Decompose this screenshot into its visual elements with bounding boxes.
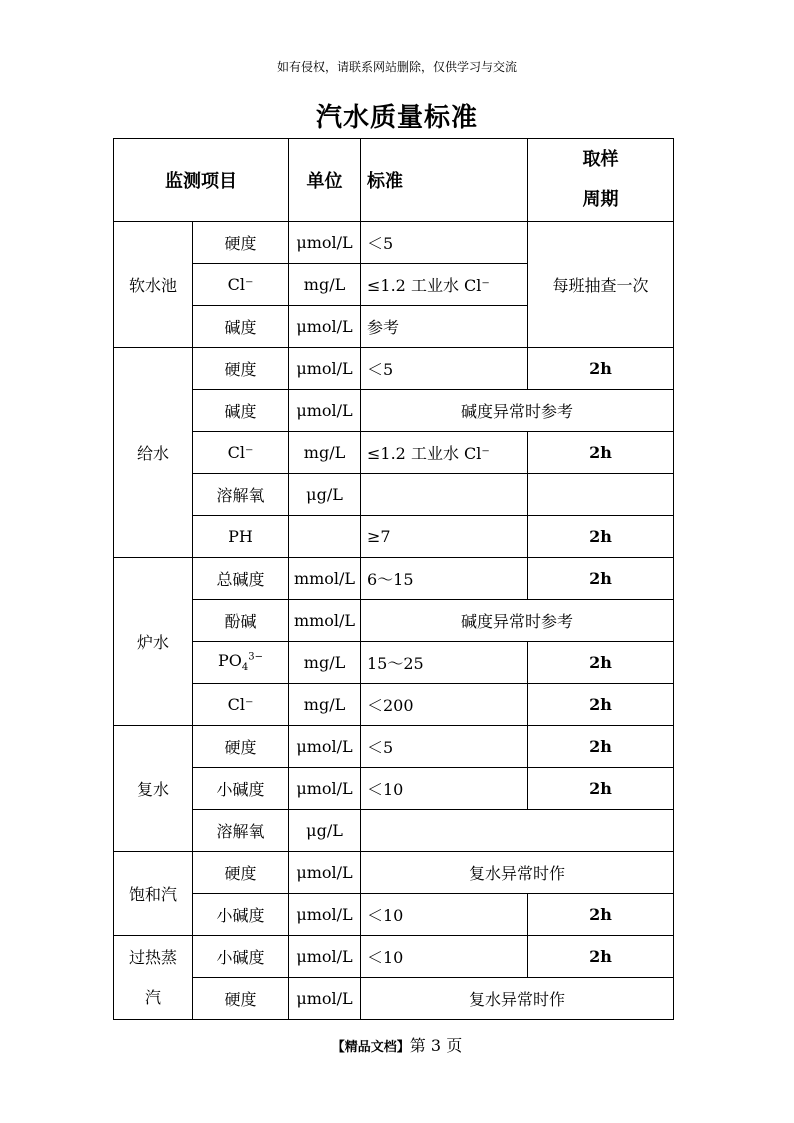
header-item: 监测项目 [114,139,289,222]
item-cell: Cl⁻ [193,264,289,306]
period-cell: 2h [528,936,674,978]
item-cell: Cl⁻ [193,432,289,474]
table-row [114,852,674,894]
item-cell: 硬度 [193,726,289,768]
table-row [114,642,674,684]
unit-cell: μmol/L [289,390,361,432]
merged-note-cell: 碱度异常时参考 [361,390,674,432]
item-cell: 硬度 [193,348,289,390]
unit-cell: μmol/L [289,978,361,1020]
standard-cell: 参考 [361,306,528,348]
table-row [114,390,674,432]
copyright-notice: 如有侵权，请联系网站删除，仅供学习与交流 [276,60,517,74]
page-suffix: 页 [446,1036,463,1055]
unit-cell: μmol/L [289,768,361,810]
period-cell: 2h [528,642,674,684]
standard-cell: ＜5 [361,222,528,264]
item-cell: 溶解氧 [193,474,289,516]
unit-cell: mg/L [289,684,361,726]
unit-cell: μmol/L [289,726,361,768]
unit-cell: mg/L [289,432,361,474]
period-cell: 每班抽查一次 [528,222,674,348]
unit-cell [289,516,361,558]
standard-cell: ＜10 [361,894,528,936]
group-label: 给水 [114,348,193,558]
item-cell: 硬度 [193,852,289,894]
header-period-line1: 取样 [582,149,619,170]
table-row [114,684,674,726]
unit-cell: μmol/L [289,306,361,348]
merged-note-cell: 碱度异常时参考 [361,600,674,642]
item-cell: 溶解氧 [193,810,289,852]
page-title: 汽水质量标准 [315,103,478,133]
standard-cell: ≥7 [361,516,528,558]
standard-cell: ＜5 [361,726,528,768]
period-cell: 2h [528,348,674,390]
item-cell: PH [193,516,289,558]
table-row [114,516,674,558]
period-cell: 2h [528,684,674,726]
standard-cell [361,474,528,516]
table-row [114,222,674,264]
unit-cell: μmol/L [289,936,361,978]
item-cell: 小碱度 [193,894,289,936]
table-row [114,558,674,600]
merged-note-cell: 复水异常时作 [361,852,674,894]
table-header-row [114,139,674,222]
page-footer [0,1033,794,1056]
item-cell: 硬度 [193,222,289,264]
period-cell: 2h [528,558,674,600]
item-cell: 碱度 [193,390,289,432]
header-period [528,139,674,222]
table-row [114,600,674,642]
table-row [114,348,674,390]
standard-cell: 6～15 [361,558,528,600]
period-cell: 2h [528,726,674,768]
page-number: 3 [430,1036,442,1055]
group-label [114,936,193,1020]
phosphate-charge: 3− [248,652,263,664]
table-row [114,726,674,768]
page-prefix: 第 [409,1036,426,1055]
table-row [114,474,674,516]
table-row [114,768,674,810]
unit-cell: mg/L [289,264,361,306]
unit-cell: μg/L [289,474,361,516]
group-label: 软水池 [114,222,193,348]
item-cell: 小碱度 [193,936,289,978]
period-cell: 2h [528,768,674,810]
period-cell [528,474,674,516]
item-cell: Cl⁻ [193,684,289,726]
footer-tag: 【精品文档】 [331,1040,410,1055]
unit-cell: μmol/L [289,852,361,894]
standards-table [113,138,674,1020]
item-cell: 硬度 [193,978,289,1020]
standard-cell: ≤1.2 工业水 Cl⁻ [361,432,528,474]
standard-cell: ≤1.2 工业水 Cl⁻ [361,264,528,306]
table-row [114,978,674,1020]
standard-cell: ＜10 [361,768,528,810]
header-unit: 单位 [289,139,361,222]
phosphate-formula: PO [217,651,242,671]
unit-cell: mmol/L [289,600,361,642]
unit-cell: μg/L [289,810,361,852]
item-cell: 碱度 [193,306,289,348]
item-cell [193,642,289,684]
header-standard: 标准 [361,139,528,222]
phosphate-subscript: 4 [241,662,249,674]
group-label: 炉水 [114,558,193,726]
item-cell: 总碱度 [193,558,289,600]
unit-cell: μmol/L [289,894,361,936]
table-row [114,810,674,852]
group-label: 复水 [114,726,193,852]
item-cell: 小碱度 [193,768,289,810]
group-label: 饱和汽 [114,852,193,936]
merged-note-cell: 复水异常时作 [361,978,674,1020]
merged-note-cell [361,810,674,852]
table-row [114,894,674,936]
unit-cell: μmol/L [289,348,361,390]
unit-cell: mg/L [289,642,361,684]
table-row [114,936,674,978]
standard-cell: 15～25 [361,642,528,684]
unit-cell: mmol/L [289,558,361,600]
period-cell: 2h [528,516,674,558]
period-cell: 2h [528,894,674,936]
group-label-line1: 过热蒸 [128,947,177,967]
standard-cell: ＜5 [361,348,528,390]
unit-cell: μmol/L [289,222,361,264]
table-row [114,432,674,474]
group-label-line2: 汽 [144,987,161,1007]
header-period-line2: 周期 [582,189,619,210]
period-cell: 2h [528,432,674,474]
item-cell: 酚碱 [193,600,289,642]
standard-cell: ＜10 [361,936,528,978]
standard-cell: ＜200 [361,684,528,726]
